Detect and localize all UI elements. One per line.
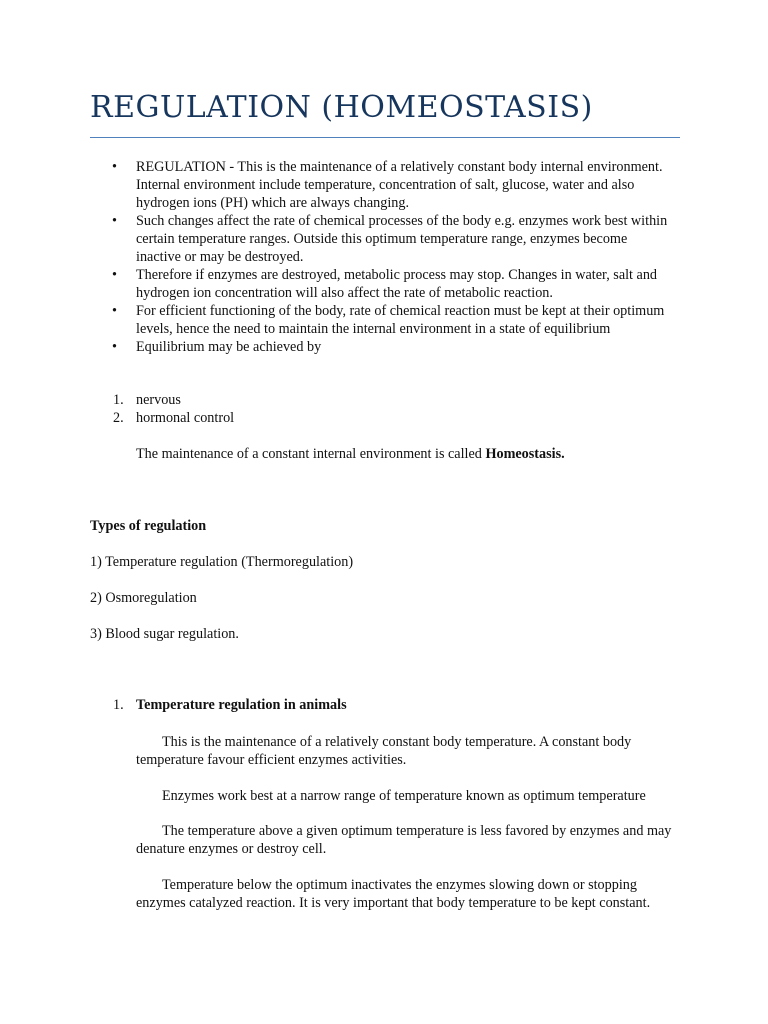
type-item-thermoregulation: 1) Temperature regulation (Thermoregulation): [90, 554, 354, 570]
list-item: [90, 266, 670, 302]
list-item: [90, 302, 670, 338]
bullet-text: Such changes affect the rate of chemical processes of the body e.g. enzymes work best within certain temperature ranges. Outside this optimum temperature range, enzymes become inactive or may be destroyed.: [136, 213, 668, 265]
title-underline: [90, 137, 680, 138]
paragraph: The temperature above a given optimum temperature is less favored by enzymes and may denature enzymes or destroy cell.: [136, 823, 672, 857]
bullet-marker: •: [112, 213, 117, 229]
type-item-osmoregulation: 2) Osmoregulation: [90, 590, 197, 606]
paragraph: Enzymes work best at a narrow range of temperature known as optimum temperature: [162, 788, 646, 804]
homeostasis-definition: [136, 445, 565, 463]
type-item-blood-sugar: 3) Blood sugar regulation.: [90, 626, 239, 642]
list-item: [90, 391, 234, 409]
bullet-text: REGULATION - This is the maintenance of a relatively constant body internal environment. Internal environment include temperature, concentration of salt, glucose, water and also hydrogen ions (PH) which are always changing.: [136, 159, 663, 211]
paragraph: This is the maintenance of a relatively constant body temperature. A constant body temperature favour efficient enzymes activities.: [136, 734, 632, 768]
bullet-marker: •: [112, 303, 117, 319]
types-heading: Types of regulation: [90, 518, 207, 534]
section-heading: Temperature regulation in animals: [136, 697, 347, 713]
bullet-text: Equilibrium may be achieved by: [136, 339, 322, 355]
bullet-marker: •: [112, 339, 117, 355]
bullet-marker: •: [112, 159, 117, 175]
bullet-marker: •: [112, 267, 117, 283]
section-number: 1.: [113, 697, 124, 713]
list-number: 2.: [113, 410, 124, 426]
page-title: REGULATION (HOMEOSTASIS): [90, 90, 593, 125]
bullet-text: Therefore if enzymes are destroyed, metabolic process may stop. Changes in water, salt and hydrogen ion concentration will also affect the rate of metabolic reaction.: [136, 267, 658, 301]
definition-text: The maintenance of a constant internal environment is called: [136, 446, 486, 462]
list-item: [90, 158, 670, 212]
list-number: 1.: [113, 392, 124, 408]
list-item: [90, 212, 670, 266]
definition-term: Homeostasis.: [485, 446, 565, 462]
list-item: [90, 338, 670, 356]
paragraph: Temperature below the optimum inactivates the enzymes slowing down or stopping enzymes catalyzed reaction. It is very important that body temperature to be kept constant.: [136, 877, 651, 911]
bullet-text: For efficient functioning of the body, rate of chemical reaction must be kept at their optimum levels, hence the need to maintain the internal environment in a state of equilibrium: [136, 303, 665, 337]
list-item: [90, 409, 234, 427]
list-text: nervous: [136, 392, 181, 408]
numbered-list: [90, 391, 234, 427]
list-text: hormonal control: [136, 410, 235, 426]
bullet-list: [90, 158, 670, 356]
